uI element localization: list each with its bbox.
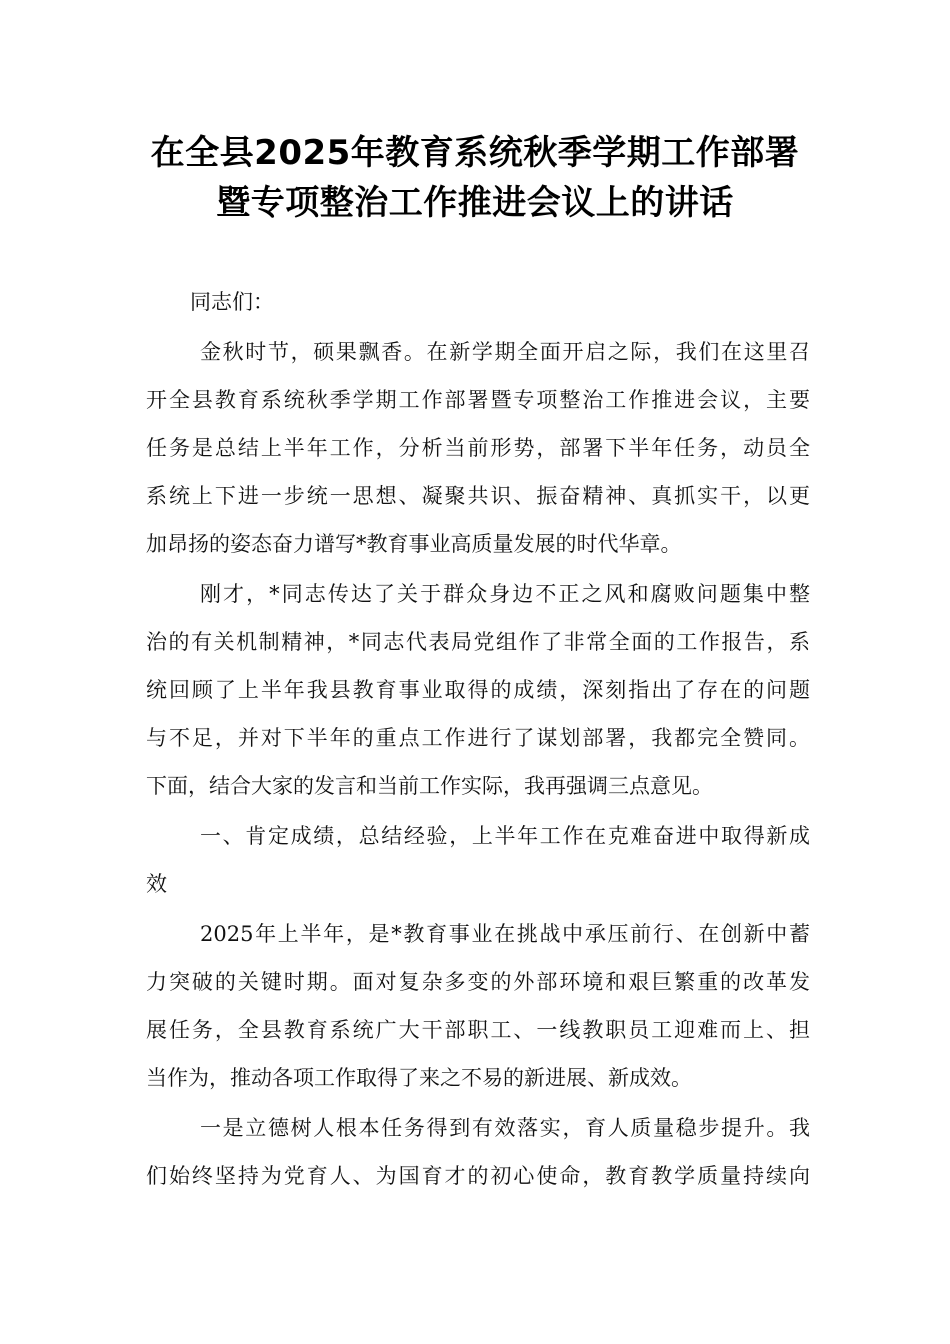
paragraph-line: 开全县教育系统秋季学期工作部署暨专项整治工作推进会议，主要: [146, 388, 810, 412]
paragraph: [146, 1104, 810, 1200]
paragraph-line: 当作为，推动各项工作取得了来之不易的新进展、新成效。: [146, 1066, 692, 1090]
paragraph-line: 刚才，*同志传达了关于群众身边不正之风和腐败问题集中整: [200, 582, 810, 606]
paragraph-line: 统回顾了上半年我县教育事业取得的成绩，深刻指出了存在的问题: [146, 678, 810, 702]
paragraph: [146, 910, 810, 1102]
paragraph-line: 金秋时节，硕果飘香。在新学期全面开启之际，我们在这里召: [200, 340, 810, 364]
document-body: [146, 278, 810, 1202]
paragraph-line: 力突破的关键时期。面对复杂多变的外部环境和艰巨繁重的改革发: [146, 970, 810, 994]
title-line: 暨专项整治工作推进会议上的讲话: [216, 183, 734, 223]
document-title: [120, 128, 830, 228]
paragraph-line: 下面，结合大家的发言和当前工作实际，我再强调三点意见。: [146, 774, 713, 798]
paragraph-line: 一、肯定成绩，总结经验，上半年工作在克难奋进中取得新成: [200, 824, 810, 848]
paragraph-line: 系统上下进一步统一思想、凝聚共识、振奋精神、真抓实干，以更: [146, 484, 810, 508]
section-heading: [146, 812, 810, 908]
paragraph: [146, 328, 810, 568]
paragraph-line: 与不足，并对下半年的重点工作进行了谋划部署，我都完全赞同。: [146, 726, 810, 750]
paragraph-line: 展任务，全县教育系统广大干部职工、一线教职员工迎难而上、担: [146, 1018, 810, 1042]
paragraph-line: 任务是总结上半年工作，分析当前形势，部署下半年任务，动员全: [146, 436, 810, 460]
paragraph-line: 加昂扬的姿态奋力谱写*教育事业高质量发展的时代华章。: [146, 532, 682, 556]
paragraph-line: 效: [146, 872, 167, 896]
paragraph-line: 们始终坚持为党育人、为国育才的初心使命，教育教学质量持续向: [146, 1164, 810, 1188]
paragraph-line: 一是立德树人根本任务得到有效落实，育人质量稳步提升。我: [200, 1116, 810, 1140]
salutation: 同志们：: [190, 290, 274, 314]
paragraph: [146, 570, 810, 810]
paragraph-line: 治的有关机制精神，*同志代表局党组作了非常全面的工作报告，系: [146, 630, 810, 654]
paragraph-line: 2025年上半年，是*教育事业在挑战中承压前行、在创新中蓄: [200, 922, 810, 946]
title-line: 在全县2025年教育系统秋季学期工作部署: [150, 133, 800, 173]
